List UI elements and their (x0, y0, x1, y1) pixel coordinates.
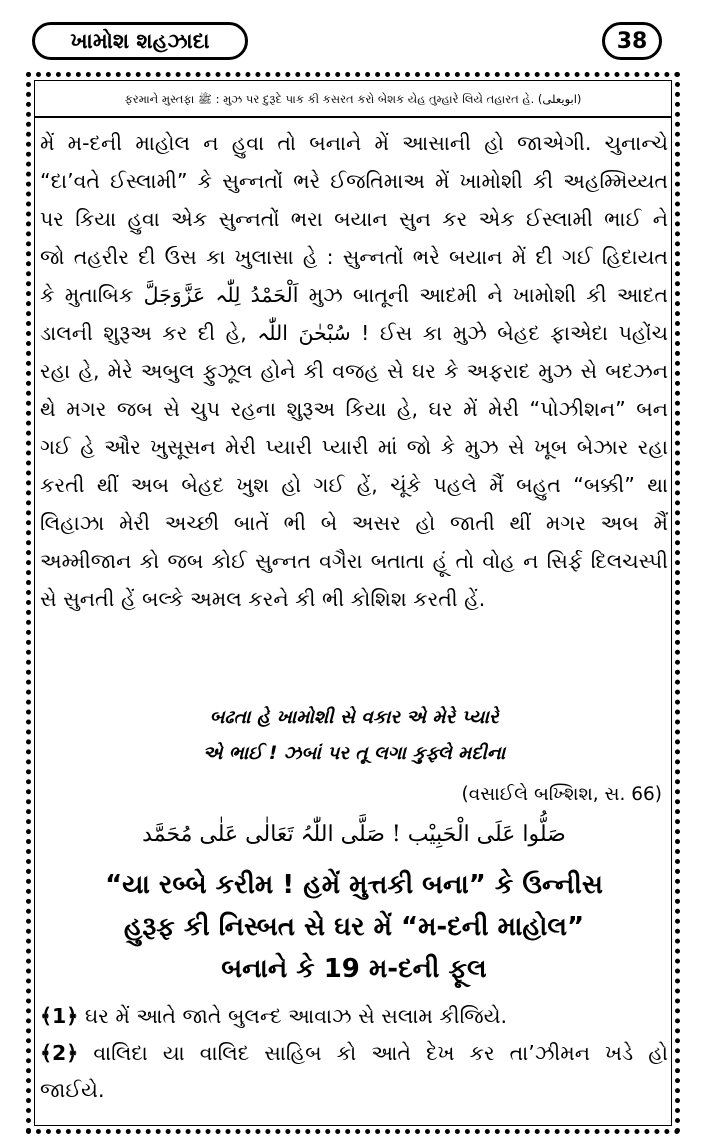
body-line: જો તહરીર દી ઉસ કા ખુલાસા હે : સુન્નતોં ભરે બયાન મેં દી ગઈ હિદાયત (40, 245, 668, 269)
salawat-line: صَلُّوا عَلَی الْحَبِیْب ! صَلَّی اللّٰہُ تَعَالٰی عَلٰی مُحَمَّد (142, 822, 566, 847)
body-line: થે મગર જબ સે ચુપ રહના શુરૂઅ કિયા હે, ઘર મેં મેરી “પોઝીશન” બન (40, 397, 668, 421)
heading-line-3: બનાને કે 19 મ-દની ફૂલ (221, 954, 487, 984)
body-line: રહા હે, મેરે અબુલ ફુઝૂલ હોને કી વજહ સે ઘર કે અફરાદ મુઝ સે બદઝન (40, 359, 668, 383)
body-line: “દા’વતે ઈસ્લામી” કે સુન્નતોં ભરે ઈજતિમાઅ મેં ખામોશી કી અહમ્મિય્યત (40, 169, 668, 193)
body-line: ડાલની શુરૂઅ કર દી હે, سُبْحٰنَ اللّٰہ ! ઈસ કા મુઝે બેહદ ફાએદા પહોંચ (40, 321, 668, 345)
body-paragraph (40, 124, 668, 618)
item-number: ﴾2﴿ (40, 1041, 79, 1065)
verse-line-1: બઢતા હે ખામોશી સે વકાર એ મેરે પ્યારે (209, 707, 499, 728)
body-line: ગઈ હે ઔર ખુસૂસન મેરી પ્યારી પ્યારી માં જો કે મુઝ સે ખૂબ બેઝાર રહા (40, 435, 668, 459)
body-line: કે મુતાબિક اَلْحَمْدُ لِلّٰہ عَزَّوَجَلَّ મુઝ બાતૂની આદમી ને ખામોશી કી આદત (40, 283, 668, 307)
verse-source: (વસાઈલે બખ્શિશ, સ. 66) (461, 784, 662, 805)
section-heading (40, 864, 668, 990)
item-text: વાલિદા યા વાલિદ સાહિબ કો આતે દેખ કર તા’ઝીમન ખડે હો (93, 1041, 668, 1065)
verse-line-2: એ ભાઈ ! ઝબાં પર તૂ લગા કુફ્લે મદીના (202, 743, 506, 764)
body-line: મેં મ-દની માહોલ ન હુવા તો બનાને મેં આસાની હો જાએગી. ચુનાન્ચે (40, 131, 668, 155)
banner-divider (34, 116, 672, 118)
hadith-banner: ફરમાને મુસ્તફા ﷺ : મુઝ પર દુરૂદે પાક કી કસરત કરો બેશક યેહ તુમ્હારે લિયે તહારત હે. (ابویعلی) (124, 92, 582, 106)
poetry-verse (40, 700, 668, 772)
numbered-list (40, 998, 668, 1109)
body-line: લિહાઝા મેરી અચ્છી બાતેં ભી બે અસર હો જાતી થીં મગર અબ મૈં (40, 511, 668, 535)
list-item-continuation: જાઈયે. (40, 1078, 105, 1102)
body-line: અમ્મીજાન કો જબ કોઈ સુન્નત વગૈરા બતાતા હૂં તો વોહ ન સિર્ફ દિલચસ્પી (40, 549, 668, 573)
item-text: ઘર મેં આતે જાતે બુલન્દ આવાઝ સે સલામ કીજિયે. (84, 1004, 508, 1028)
page-number: 38 (602, 22, 662, 60)
item-number: ﴾1﴿ (40, 1004, 79, 1028)
list-item (40, 1035, 668, 1072)
heading-line-2: હુરૂફ કી નિસ્બત સે ઘર મેં “મ-દની માહોલ” (123, 912, 585, 942)
body-line: કરતી થીં અબ બેહદ ખુશ હો ગઈ હેં, ચૂંકે પહલે મૈં બહુત “બક્કી” થા (40, 473, 668, 497)
book-title: ખામોશ શહઝાદા (32, 22, 248, 60)
body-line: પર કિયા હુવા એક સુન્નતોં ભરા બયાન સુન કર એક ઈસ્લામી ભાઈ ને (40, 207, 668, 231)
heading-line-1: “યા રબ્બે કરીમ ! હમેં મુત્તકી બના” કે ઉન્નીસ (105, 870, 603, 900)
list-item (40, 998, 668, 1035)
body-line: સે સુનતી હેં બલ્કે અમલ કરને કી ભી કોશિશ કરતી હેં. (40, 587, 486, 611)
